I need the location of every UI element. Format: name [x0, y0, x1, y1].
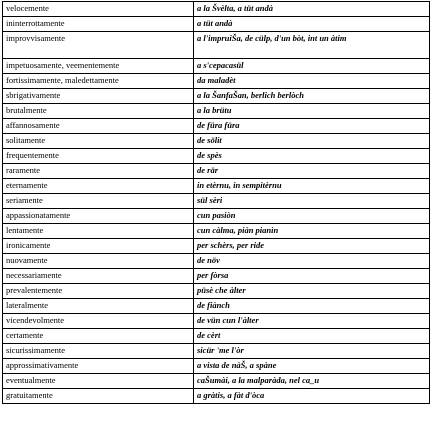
table-row [3, 134, 430, 149]
italian-term-cell: eventualmente [3, 374, 194, 389]
dialect-translation-cell: püsè che àlter [194, 284, 430, 299]
dialect-translation-cell: da maladèt [194, 74, 430, 89]
table-row [3, 224, 430, 239]
italian-term-cell: eternamente [3, 179, 194, 194]
dialect-translation-cell: a tüt andà [194, 17, 430, 32]
dialect-translation-cell: in etèrnu, in sempitèrnu [194, 179, 430, 194]
dialect-translation-cell: de fiànch [194, 299, 430, 314]
table-row [3, 284, 430, 299]
italian-term-cell: ironicamente [3, 239, 194, 254]
italian-term-cell: vicendevolmente [3, 314, 194, 329]
table-row [3, 254, 430, 269]
italian-term-cell: sicurissimamente [3, 344, 194, 359]
dialect-translation-cell: a la brütu [194, 104, 430, 119]
dialect-translation-cell: caŠumài, a la malparàda, nel ca_u [194, 374, 430, 389]
dialect-translation-cell: de vün cun l'àlter [194, 314, 430, 329]
table-row [3, 239, 430, 254]
italian-term-cell: impetuosamente, veementemente [3, 59, 194, 74]
dialect-translation-cell: sicür 'me l'òr [194, 344, 430, 359]
italian-term-cell: lentamente [3, 224, 194, 239]
dialect-translation-cell: cun pasiòn [194, 209, 430, 224]
table-row [3, 17, 430, 32]
dialect-translation-cell: de sölit [194, 134, 430, 149]
table-row [3, 32, 430, 59]
dialect-translation-cell: de növ [194, 254, 430, 269]
table-row [3, 344, 430, 359]
italian-term-cell: solitamente [3, 134, 194, 149]
dialect-translation-cell: per schèrs, per ride [194, 239, 430, 254]
italian-term-cell: affannosamente [3, 119, 194, 134]
dialect-translation-cell: a vista de nàŠ, a spàne [194, 359, 430, 374]
dialect-translation-cell: a la Švèlta, a tüt andà [194, 2, 430, 17]
table-row [3, 2, 430, 17]
dialect-translation-cell: sül sèri [194, 194, 430, 209]
table-row [3, 299, 430, 314]
italian-term-cell: certamente [3, 329, 194, 344]
dialect-translation-cell: a l'impruiŠa, de cülp, d'un bòt, int un àtim [194, 32, 430, 59]
table-row [3, 389, 430, 404]
table-row [3, 104, 430, 119]
italian-term-cell: gratuitamente [3, 389, 194, 404]
italian-term-cell: necessariamente [3, 269, 194, 284]
table-row [3, 194, 430, 209]
italian-term-cell: nuovamente [3, 254, 194, 269]
table-row [3, 164, 430, 179]
glossary-table [2, 1, 430, 404]
italian-term-cell: velocemente [3, 2, 194, 17]
table-row [3, 119, 430, 134]
dialect-translation-cell: per fòrsa [194, 269, 430, 284]
dialect-translation-cell: a la ŠanfaŠan, berlich berlòch [194, 89, 430, 104]
italian-term-cell: fortissimamente, maledettamente [3, 74, 194, 89]
table-row [3, 359, 430, 374]
italian-term-cell: prevalentemente [3, 284, 194, 299]
table-row [3, 269, 430, 284]
glossary-body [3, 2, 430, 404]
dialect-translation-cell: a gràtis, a fàt d'òca [194, 389, 430, 404]
dialect-translation-cell: a s'cepacasül [194, 59, 430, 74]
italian-term-cell: sbrigativamente [3, 89, 194, 104]
dialect-translation-cell: de spès [194, 149, 430, 164]
dialect-translation-cell: de rär [194, 164, 430, 179]
table-row [3, 209, 430, 224]
table-row [3, 329, 430, 344]
italian-term-cell: raramente [3, 164, 194, 179]
table-row [3, 374, 430, 389]
italian-term-cell: ininterrottamente [3, 17, 194, 32]
table-row [3, 59, 430, 74]
table-row [3, 89, 430, 104]
dialect-translation-cell: de cèrt [194, 329, 430, 344]
italian-term-cell: seriamente [3, 194, 194, 209]
table-row [3, 149, 430, 164]
italian-term-cell: frequentemente [3, 149, 194, 164]
italian-term-cell: appassionatamente [3, 209, 194, 224]
italian-term-cell: lateralmente [3, 299, 194, 314]
italian-term-cell: brutalmente [3, 104, 194, 119]
dialect-translation-cell: cun càlma, piàn pianìn [194, 224, 430, 239]
table-row [3, 314, 430, 329]
table-row [3, 179, 430, 194]
italian-term-cell: improvvisamente [3, 32, 194, 59]
italian-term-cell: approssimativamente [3, 359, 194, 374]
dialect-translation-cell: de füra füra [194, 119, 430, 134]
table-row [3, 74, 430, 89]
